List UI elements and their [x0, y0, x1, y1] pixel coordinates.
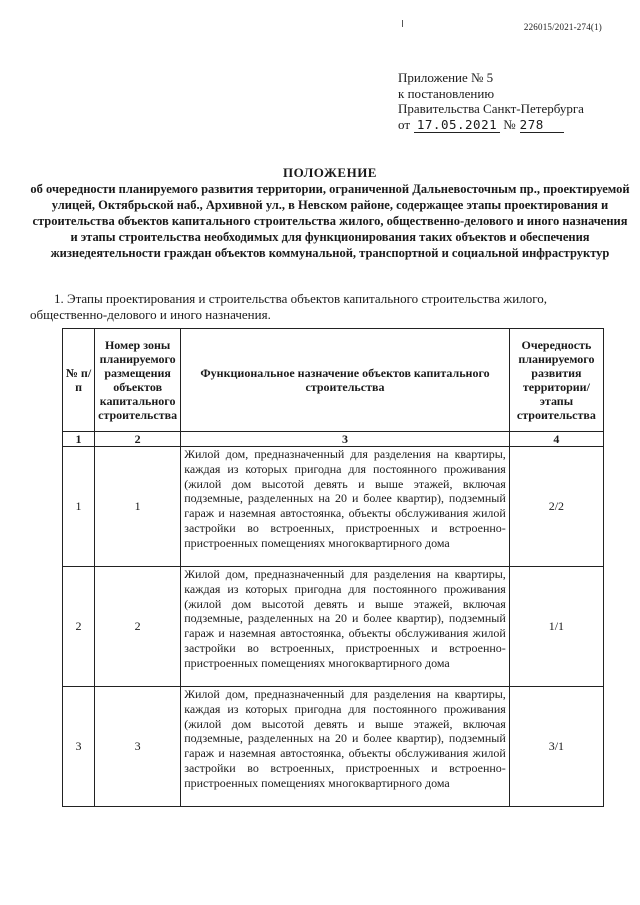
table-row [63, 447, 604, 567]
number-prefix: № [503, 116, 516, 132]
header-function: Функциональное назначение объектов капитального строительства [181, 329, 510, 432]
row-function: Жилой дом, предназначенный для разделения на квартиры, каждая из которых пригодна для постоянного проживания (жилой дом высотой девять и выше этажей, включая подземные, разделенных на 20 и более квартир), подземный гараж и наземная автостоянка, объекты обслуживания жилой застройки во встроенных, пристроенных и встроенно-пристроенных помещениях многоквартирного дома [181, 447, 510, 567]
section-1-heading: 1. Этапы проектирования и строительства объектов капитального строительства жилого, общественно-делового и иного назначения. [30, 291, 547, 322]
appendix-resolution: к постановлению [398, 85, 495, 101]
resolution-date: 17.05.2021 [414, 117, 500, 134]
column-number-row [63, 432, 604, 447]
row-zone: 3 [95, 687, 181, 807]
stages-table [62, 328, 604, 807]
document-title [30, 165, 630, 261]
row-stage: 3/1 [509, 687, 603, 807]
row-function: Жилой дом, предназначенный для разделения на квартиры, каждая из которых пригодна для постоянного проживания (жилой дом высотой девять и выше этажей, включая подземные, разделенных на 20 и более квартир), подземный гараж и наземная автостоянка, объекты обслуживания жилой застройки во встроенных, пристроенных и встроенно-пристроенных помещениях многоквартирного дома [181, 687, 510, 807]
scan-mark [402, 20, 403, 27]
appendix-government: Правительства Санкт-Петербурга [398, 101, 584, 116]
resolution-number: 278 [520, 117, 564, 134]
column-number: 3 [181, 432, 510, 447]
table-row [63, 687, 604, 807]
appendix-block [398, 70, 584, 133]
column-number: 4 [509, 432, 603, 447]
header-number: № п/п [63, 329, 95, 432]
table-header-row [63, 329, 604, 432]
row-stage: 2/2 [509, 447, 603, 567]
appendix-date-line [398, 117, 584, 134]
row-function: Жилой дом, предназначенный для разделения на квартиры, каждая из которых пригодна для постоянного проживания (жилой дом высотой девять и выше этажей, включая подземные, разделенных на 20 и более квартир), подземный гараж и наземная автостоянка, объекты обслуживания жилой застройки во встроенных, пристроенных и встроенно-пристроенных помещениях многоквартирного дома [181, 567, 510, 687]
row-stage: 1/1 [509, 567, 603, 687]
column-number: 2 [95, 432, 181, 447]
table-row [63, 567, 604, 687]
date-prefix: от [398, 116, 411, 132]
document-id: 226015/2021-274(1) [523, 22, 602, 32]
row-number: 1 [63, 447, 95, 567]
title-subtitle: об очередности планируемого развития территории, ограниченной Дальневосточным пр., проектируемой улицей, Октябрьской наб., Архивной ул., в Невском районе, содержащее этапы проектирования и строительства объектов капитального строительства жилого, общественно-делового и иного назначения и этапы строительства необходимых для функционирования таких объектов и обеспечения жизнедеятельности граждан объектов коммунальной, транспортной и социальной инфраструктур [30, 182, 630, 260]
row-zone: 2 [95, 567, 181, 687]
row-number: 3 [63, 687, 95, 807]
header-zone: Номер зоны планируемого размещения объектов капитального строительства [95, 329, 181, 432]
title-main: ПОЛОЖЕНИЕ [283, 165, 377, 180]
row-zone: 1 [95, 447, 181, 567]
header-stage: Очередность планируемого развития территории/ этапы строительства [509, 329, 603, 432]
row-number: 2 [63, 567, 95, 687]
column-number: 1 [63, 432, 95, 447]
appendix-number: Приложение № 5 [398, 70, 494, 85]
